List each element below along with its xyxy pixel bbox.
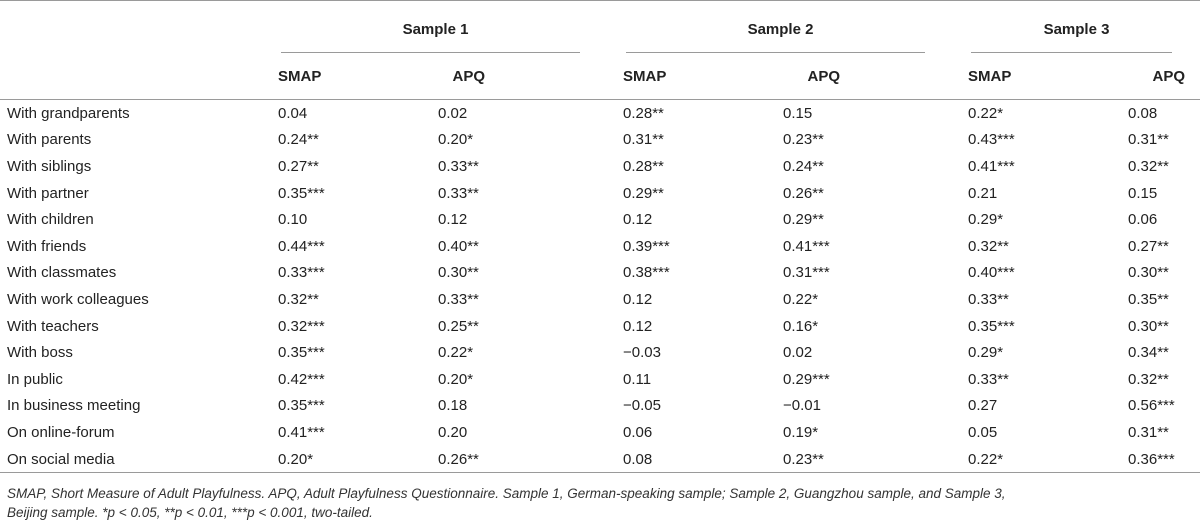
s2-smap-value: 0.12 [623, 290, 653, 308]
s1-smap-value: 0.32** [278, 290, 319, 308]
s3-smap-value: 0.22* [953, 446, 1128, 473]
s1-apq-value: 0.20* [438, 370, 474, 388]
s1-smap-value: 0.10 [278, 211, 308, 229]
s2-apq-value: 0.31*** [783, 264, 830, 282]
row-label: In public [7, 370, 63, 388]
s1-smap-value: 0.32*** [278, 317, 325, 335]
s3-smap-value: 0.41*** [968, 157, 1015, 175]
row-label: In business meeting [7, 397, 141, 415]
s1-smap-value: 0.04 [278, 104, 308, 122]
s1-smap-value: 0.42*** [278, 370, 325, 388]
sample-2-header: Sample 2 [608, 1, 953, 53]
s3-apq-value: 0.36*** [1128, 446, 1200, 473]
row-label: With classmates [7, 264, 117, 282]
table-row [0, 127, 1200, 154]
s2-smap-value: 0.29** [623, 184, 664, 202]
s2-smap-value: 0.11 [623, 370, 652, 388]
s3-apq-header: APQ [1128, 53, 1200, 100]
s2-apq-value: 0.26** [783, 184, 824, 202]
s3-smap-value: 0.35*** [968, 317, 1015, 335]
s2-smap-value: 0.28** [623, 104, 664, 122]
s1-apq-value: 0.25** [438, 317, 479, 335]
s1-apq-value: 0.26** [438, 446, 608, 473]
s2-apq-value: −0.01 [783, 397, 821, 415]
s2-apq-value: 0.29** [783, 211, 824, 229]
row-label: With boss [7, 344, 73, 362]
s3-apq-value: 0.31** [1128, 423, 1169, 441]
row-label: On online-forum [7, 423, 115, 441]
table-row [0, 446, 1200, 473]
column-header-row [0, 53, 1200, 100]
s2-smap-value: −0.05 [623, 397, 661, 415]
s1-smap-value: 0.35*** [278, 397, 325, 415]
sample-header-row [0, 1, 1200, 53]
s2-apq-value: 0.22* [783, 290, 819, 308]
table-footnote [7, 484, 1192, 522]
s1-smap-value: 0.41*** [278, 423, 325, 441]
row-label: With parents [7, 131, 92, 149]
table-row [0, 100, 1200, 127]
s3-apq-value: 0.30** [1128, 264, 1169, 282]
s1-apq-value: 0.33** [438, 184, 479, 202]
s2-apq-value: 0.41*** [783, 237, 830, 255]
s1-apq-value: 0.33** [438, 157, 479, 175]
table-row [0, 419, 1200, 446]
row-label: With children [7, 211, 94, 229]
s2-smap-value: 0.31** [623, 131, 664, 149]
s3-apq-value: 0.32** [1128, 370, 1169, 388]
s3-smap-value: 0.21 [968, 184, 998, 202]
s3-apq-value: 0.27** [1128, 237, 1169, 255]
row-label-header [0, 53, 263, 100]
s1-apq-value: 0.02 [438, 104, 468, 122]
table-row [0, 339, 1200, 366]
table-row [0, 233, 1200, 260]
table-body [0, 100, 1200, 473]
s3-apq-value: 0.31** [1128, 131, 1169, 149]
s2-apq-header: APQ [783, 53, 953, 100]
empty-header-cell [0, 1, 263, 53]
s3-smap-header: SMAP [953, 53, 1128, 100]
table-row [0, 366, 1200, 393]
s3-apq-value: 0.15 [1128, 184, 1158, 202]
sample-1-header: Sample 1 [263, 1, 608, 53]
s3-smap-value: 0.32** [968, 237, 1009, 255]
s3-apq-value: 0.56*** [1128, 397, 1175, 415]
row-label: With grandparents [7, 104, 130, 122]
sample-3-header: Sample 3 [953, 1, 1200, 53]
s2-apq-value: 0.15 [783, 104, 813, 122]
s3-apq-value: 0.35** [1128, 290, 1169, 308]
s2-apq-value: 0.29*** [783, 370, 830, 388]
footnote-line-2: Beijing sample. *p < 0.05, **p < 0.01, ***p < 0.001, two-tailed. [7, 505, 373, 520]
s1-smap-value: 0.20* [263, 446, 438, 473]
table-row [0, 206, 1200, 233]
s1-apq-value: 0.20* [438, 131, 474, 149]
table-row [0, 260, 1200, 287]
table-row [0, 286, 1200, 313]
s1-smap-value: 0.27** [278, 157, 319, 175]
table-row [0, 313, 1200, 340]
s1-apq-value: 0.18 [438, 397, 468, 415]
s2-apq-value: 0.24** [783, 157, 824, 175]
row-label: On social media [0, 446, 263, 473]
s1-apq-value: 0.12 [438, 211, 468, 229]
s3-apq-value: 0.34** [1128, 344, 1169, 362]
s1-smap-value: 0.44*** [278, 237, 325, 255]
s1-smap-value: 0.24** [278, 131, 319, 149]
s1-apq-value: 0.30** [438, 264, 479, 282]
row-label: With siblings [7, 157, 92, 175]
s3-apq-value: 0.08 [1128, 104, 1158, 122]
s1-apq-header: APQ [438, 53, 608, 100]
s3-smap-value: 0.22* [968, 104, 1004, 122]
s2-smap-value: 0.39*** [623, 237, 670, 255]
s2-smap-value: 0.28** [623, 157, 664, 175]
s3-smap-value: 0.29* [968, 211, 1004, 229]
s3-smap-value: 0.05 [968, 423, 998, 441]
s2-smap-value: 0.08 [608, 446, 783, 473]
s3-smap-value: 0.40*** [968, 264, 1015, 282]
s3-smap-value: 0.33** [968, 370, 1009, 388]
s2-apq-value: 0.23** [783, 446, 953, 473]
s1-apq-value: 0.22* [438, 344, 474, 362]
row-label: With teachers [7, 317, 99, 335]
s2-smap-header: SMAP [608, 53, 783, 100]
s3-smap-value: 0.27 [968, 397, 998, 415]
table-row [0, 180, 1200, 207]
s2-smap-value: 0.12 [623, 317, 653, 335]
s1-apq-value: 0.20 [438, 423, 468, 441]
s3-apq-value: 0.32** [1128, 157, 1169, 175]
footnote-line-1: SMAP, Short Measure of Adult Playfulness. APQ, Adult Playfulness Questionnaire. Sample 1, German-speaking sample; Sample 2, Guangzhou sample, and Sample 3, [7, 486, 1006, 501]
s1-smap-value: 0.33*** [278, 264, 325, 282]
row-label: With work colleagues [7, 290, 149, 308]
row-label: With friends [7, 237, 87, 255]
s2-apq-value: 0.19* [783, 423, 819, 441]
s1-smap-value: 0.35*** [278, 344, 325, 362]
s1-smap-value: 0.35*** [278, 184, 325, 202]
s3-smap-value: 0.29* [968, 344, 1004, 362]
s2-smap-value: 0.06 [623, 423, 653, 441]
table-row [0, 153, 1200, 180]
s3-smap-value: 0.43*** [968, 131, 1015, 149]
s2-smap-value: 0.12 [623, 211, 653, 229]
s2-apq-value: 0.02 [783, 344, 813, 362]
s1-apq-value: 0.33** [438, 290, 479, 308]
row-label: With partner [7, 184, 89, 202]
s2-smap-value: 0.38*** [623, 264, 670, 282]
s1-apq-value: 0.40** [438, 237, 479, 255]
s3-apq-value: 0.30** [1128, 317, 1169, 335]
s3-smap-value: 0.33** [968, 290, 1009, 308]
s1-smap-header: SMAP [263, 53, 438, 100]
s2-smap-value: −0.03 [623, 344, 661, 362]
s2-apq-value: 0.23** [783, 131, 824, 149]
table-row [0, 393, 1200, 420]
s2-apq-value: 0.16* [783, 317, 819, 335]
s3-apq-value: 0.06 [1128, 211, 1158, 229]
